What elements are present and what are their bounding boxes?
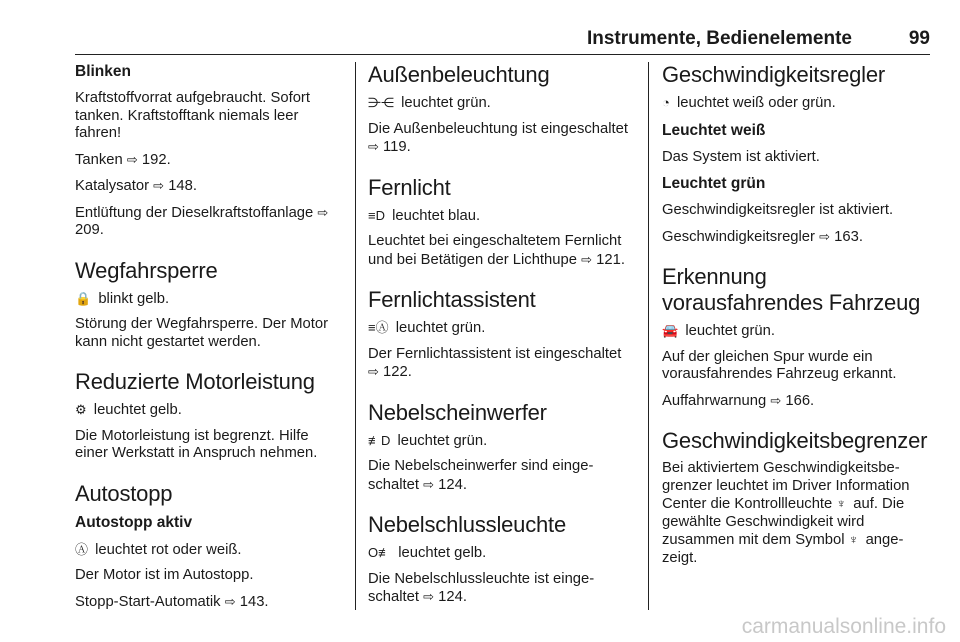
- page-header: [75, 26, 930, 56]
- cross-reference[interactable]: Entlüftung der Dieselkraftstoffanlage ⇨ 209.: [75, 204, 329, 238]
- ref-arrow-icon: ⇨: [368, 139, 379, 154]
- section-heading: Nebelschlussleuchte: [368, 512, 566, 537]
- indicator-status: Ⓐ leuchtet rot oder weiß.: [75, 541, 242, 558]
- cruise-control-icon: ◔: [662, 95, 670, 110]
- paragraph: Die Nebelschlussleuchte ist eingeschaltet ⇨ 124.: [368, 570, 595, 605]
- indicator-status: ≢D leuchtet grün.: [368, 432, 488, 449]
- ref-arrow-icon: ⇨: [224, 593, 236, 609]
- indicator-status: O≢ leuchtet gelb.: [368, 545, 487, 561]
- ref-arrow-icon: ⇨: [770, 392, 782, 408]
- exterior-light-icon: ⋺⋲: [368, 95, 394, 110]
- cross-reference[interactable]: Tanken ⇨ 192.: [75, 151, 171, 168]
- section-heading: Fernlichtassistent: [368, 287, 536, 312]
- section-heading: Außenbeleuchtung: [368, 62, 550, 87]
- section-subheading: Blinken: [75, 63, 131, 80]
- paragraph: Der Motor ist im Autostopp.: [75, 567, 254, 583]
- indicator-status: 🔒 blinkt gelb.: [75, 290, 170, 307]
- paragraph: Der Fernlichtassistent ist eingeschaltet ⇨ 122.: [368, 345, 622, 380]
- ref-arrow-icon: ⇨: [819, 228, 830, 244]
- indicator-status: 🚘 leuchtet grün.: [662, 323, 775, 339]
- high-beam-icon: ≡D: [368, 207, 385, 223]
- speed-limiter-icon: ♆: [836, 496, 847, 511]
- header-title: Instrumente, Bedienelemente: [586, 28, 852, 49]
- cross-reference[interactable]: Katalysator ⇨ 148.: [75, 178, 197, 194]
- section-heading: Erkennung vorausfahrendes Fahrzeug: [662, 264, 921, 315]
- watermark: carmanualsonline.info: [741, 615, 946, 638]
- indicator-status: ◔ leuchtet weiß oder grün.: [662, 95, 836, 111]
- paragraph: Störung der Wegfahrsperre. Der Motor kann nicht gestartet werden.: [75, 316, 329, 350]
- section-heading: Fernlicht: [368, 174, 451, 200]
- paragraph: Die Motorleistung ist begrenzt. Hilfe einer Werkstatt in Anspruch nehmen.: [75, 427, 318, 461]
- vehicle-ahead-icon: 🚘: [662, 323, 679, 338]
- section-heading: Geschwindigkeitsregler: [662, 62, 886, 87]
- column-1: [75, 62, 345, 619]
- paragraph: Die Außenbeleuchtung ist eingeschaltet ⇨ 119.: [368, 120, 628, 155]
- ref-arrow-icon: ⇨: [423, 589, 435, 604]
- indicator-status: ⚙ leuchtet gelb.: [75, 402, 182, 418]
- ref-arrow-icon: ⇨: [317, 204, 329, 220]
- paragraph: Geschwindigkeitsregler ist aktiviert.: [662, 202, 894, 218]
- autostop-icon: Ⓐ: [75, 541, 89, 557]
- ref-arrow-icon: ⇨: [368, 364, 379, 379]
- immobilizer-icon: 🔒: [75, 290, 92, 306]
- column-divider: [648, 62, 649, 610]
- header-rule: [75, 54, 930, 55]
- engine-icon: ⚙: [75, 402, 87, 417]
- indicator-status: ⋺⋲ leuchtet grün.: [368, 95, 491, 111]
- rear-fog-light-icon: O≢: [368, 545, 392, 560]
- fog-light-icon: ≢D: [368, 432, 391, 448]
- speed-limiter-icon: ♆: [848, 532, 859, 547]
- column-2: [368, 62, 634, 615]
- indicator-status: ≡Ⓐ leuchtet grün.: [368, 320, 486, 336]
- paragraph: Bei aktiviertem Geschwindigkeitsbegrenzer leuchtet im Driver Information Center die Kontrollleuchte ♆ auf. Die gewählte Geschwindigkeit wird zusammen mit dem Symbol ♆ angezeigt.: [662, 460, 910, 566]
- ref-arrow-icon: ⇨: [423, 476, 435, 492]
- cross-reference[interactable]: Geschwindigkeitsregler ⇨ 163.: [662, 228, 863, 245]
- section-subheading: Leuchtet weiß: [662, 121, 766, 139]
- indicator-status: ≡D leuchtet blau.: [368, 207, 481, 224]
- section-subheading: Autostopp aktiv: [75, 513, 193, 531]
- section-heading: Reduzierte Motorleistung: [75, 369, 315, 394]
- paragraph: Die Nebelscheinwerfer sind eingeschaltet ⇨ 124.: [368, 458, 594, 493]
- page-number: 99: [908, 28, 930, 49]
- column-3: [662, 62, 930, 575]
- section-heading: Nebelscheinwerfer: [368, 399, 547, 425]
- paragraph: Auf der gleichen Spur wurde ein vorausfahrendes Fahrzeug erkannt.: [662, 348, 897, 382]
- ref-arrow-icon: ⇨: [581, 251, 592, 267]
- paragraph: Leuchtet bei eingeschaltetem Fernlicht und bei Betätigen der Lichthupe ⇨ 121.: [368, 233, 625, 268]
- ref-arrow-icon: ⇨: [153, 178, 165, 193]
- section-heading: Geschwindigkeitsbegrenzer: [662, 428, 928, 453]
- section-heading: Autostopp: [75, 480, 173, 506]
- paragraph: Kraftstoffvorrat aufgebraucht. Sofort tanken. Kraftstofftank niemals leer fahren!: [75, 90, 310, 141]
- cross-reference[interactable]: Auffahrwarnung ⇨ 166.: [662, 392, 815, 409]
- section-heading: Wegfahrsperre: [75, 257, 218, 283]
- high-beam-assist-icon: ≡Ⓐ: [368, 320, 389, 335]
- section-subheading: Leuchtet grün: [662, 175, 766, 192]
- column-divider: [355, 62, 356, 610]
- ref-arrow-icon: ⇨: [126, 151, 138, 167]
- cross-reference[interactable]: Stopp-Start-Automatik ⇨ 143.: [75, 593, 269, 610]
- paragraph: Das System ist aktiviert.: [662, 148, 820, 165]
